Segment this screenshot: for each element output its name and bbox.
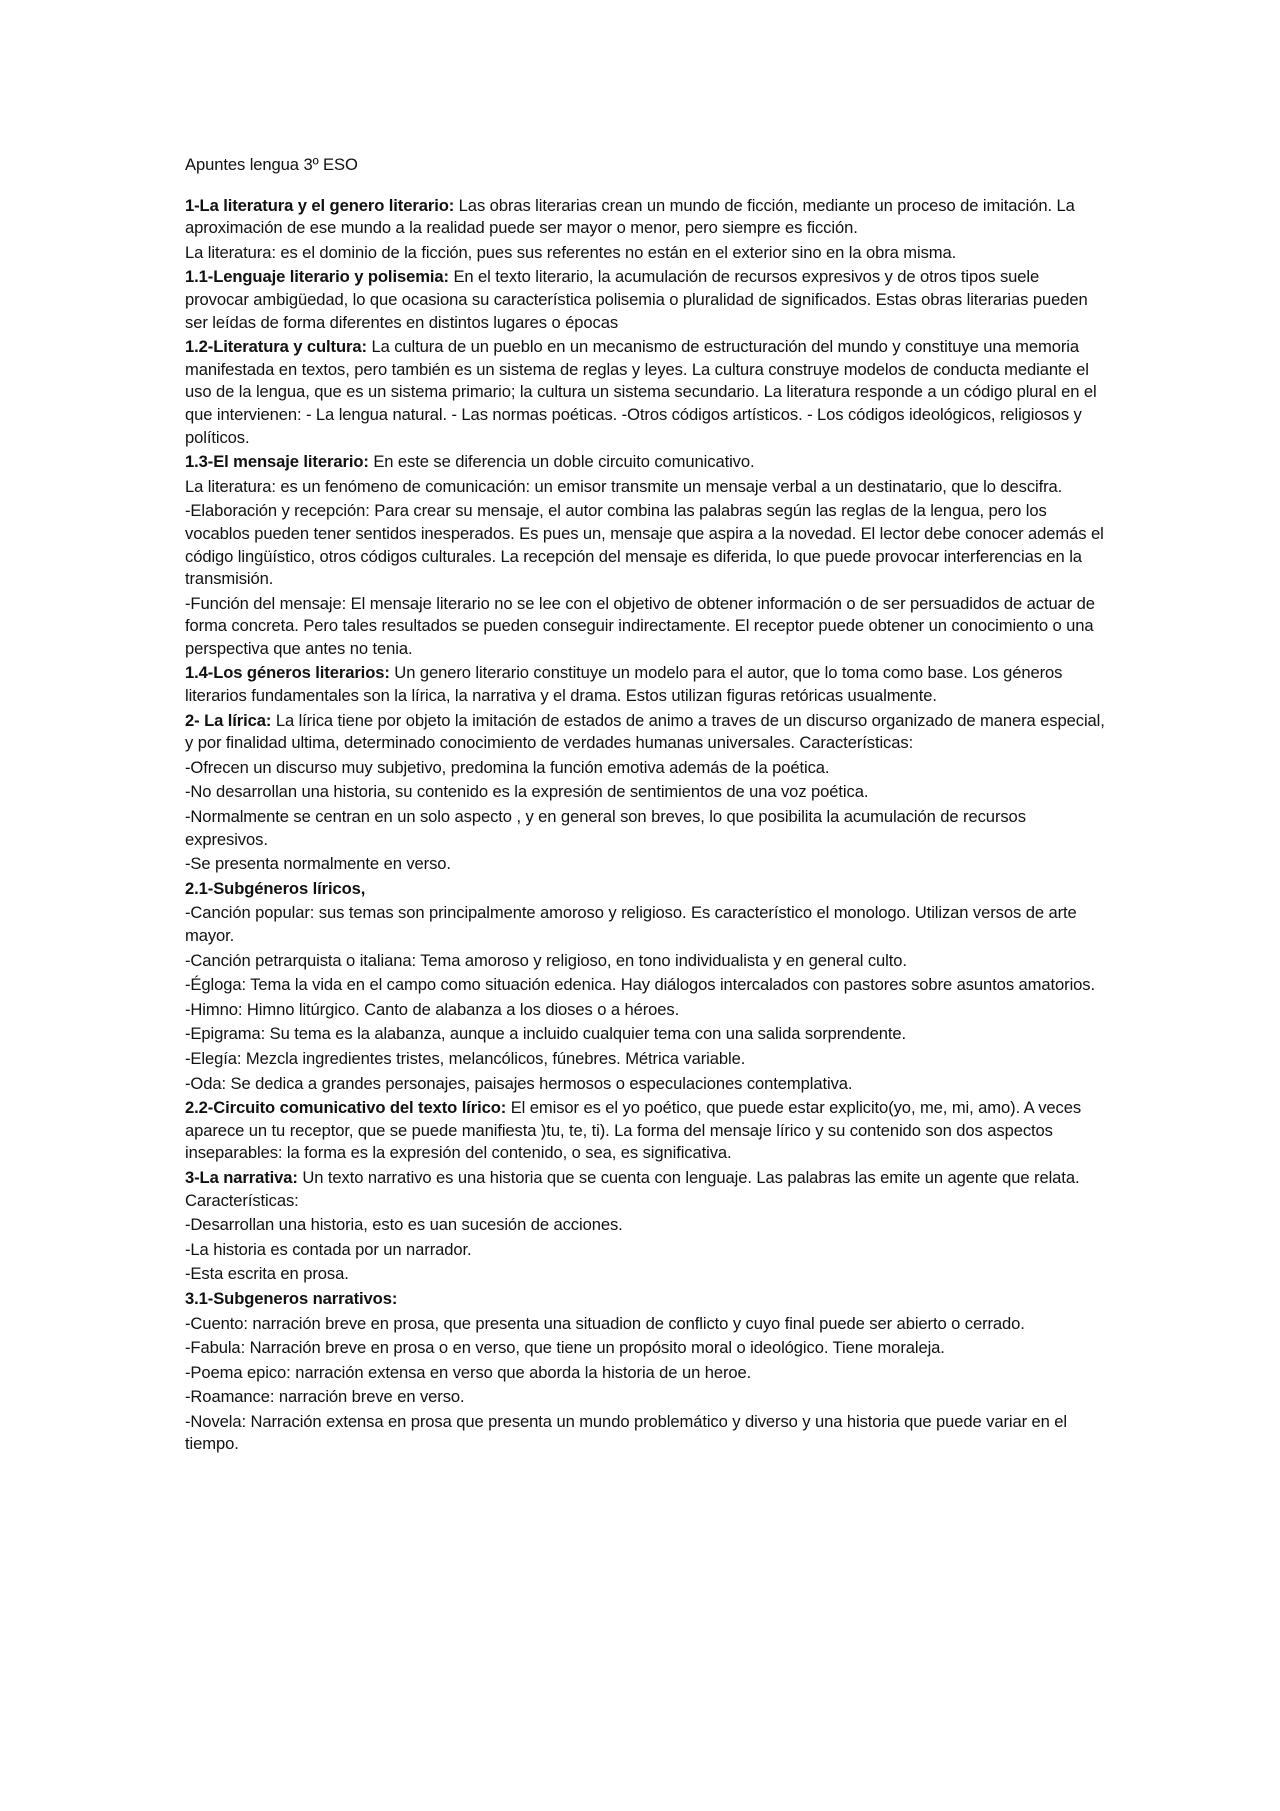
paragraph-text: La lírica tiene por objeto la imitación de estados de animo a traves de un discurso organizado de manera especial, y por finalidad ultima, determinado conocimiento de verdades humanas universales. Características: bbox=[185, 710, 1105, 753]
paragraph bbox=[185, 1362, 1105, 1385]
paragraph-text: -Novela: Narración extensa en prosa que presenta un mundo problemático y diverso y una historia que puede variar en el tiempo. bbox=[185, 1411, 1068, 1454]
paragraph bbox=[185, 593, 1105, 661]
paragraph-text: El emisor es el yo poético, que puede estar explicito(yo, me, mi, amo). A veces aparece un tu receptor, que se puede manifiesta )tu, te, ti). La forma del mensaje lírico y su contenido son dos aspectos inseparables: la forma es la expresión del contenido, o sea, es significativa. bbox=[185, 1098, 1082, 1163]
paragraph bbox=[185, 853, 1105, 876]
paragraph-text: -Elegía: Mezcla ingredientes tristes, melancólicos, fúnebres. Métrica variable. bbox=[185, 1048, 746, 1068]
paragraph-heading: 1.4-Los géneros literarios: bbox=[185, 663, 390, 683]
paragraph-heading: 2- La lírica: bbox=[185, 710, 272, 730]
paragraph-text: En el texto literario, la acumulación de recursos expresivos y de otros tipos suele provocar ambigüedad, lo que ocasiona su característica polisemia o pluralidad de significados. Estas obras literarias pueden ser leídas de forma diferentes en distintos lugares o épocas bbox=[185, 267, 1088, 332]
paragraph bbox=[185, 195, 1105, 240]
paragraph bbox=[185, 1386, 1105, 1409]
paragraph-text: -No desarrollan una historia, su contenido es la expresión de sentimientos de una voz poética. bbox=[185, 782, 869, 802]
paragraph bbox=[185, 902, 1105, 947]
paragraph bbox=[185, 1048, 1105, 1071]
paragraph-heading: 1.2-Literatura y cultura: bbox=[185, 337, 367, 357]
paragraph bbox=[185, 662, 1105, 707]
paragraph bbox=[185, 1023, 1105, 1046]
paragraph-text: La literatura: es un fenómeno de comunicación: un emisor transmite un mensaje verbal a un destinatario, que lo descifra. bbox=[185, 476, 1063, 496]
document-title: Apuntes lengua 3º ESO bbox=[185, 155, 358, 174]
paragraph bbox=[185, 500, 1105, 590]
paragraph bbox=[185, 974, 1105, 997]
paragraph-text: -Elaboración y recepción: Para crear su mensaje, el autor combina las palabras según las reglas de la lengua, pero los vocablos pueden tener sentidos inesperados. Es pues un, mensaje que aspira a la novedad. El lector debe conocer además el código lingüístico, otros códigos culturales. La recepción del mensaje es diferida, lo que puede provocar interferencias en la transmisión. bbox=[185, 501, 1104, 589]
document-page bbox=[185, 154, 1105, 1458]
paragraph-text: -Himno: Himno litúrgico. Canto de alabanza a los dioses o a héroes. bbox=[185, 999, 680, 1019]
paragraph bbox=[185, 1167, 1105, 1212]
paragraph bbox=[185, 336, 1105, 449]
paragraph-text: -La historia es contada por un narrador. bbox=[185, 1239, 472, 1259]
paragraph-heading: 1-La literatura y el genero literario: bbox=[185, 195, 455, 215]
paragraph-heading: 3-La narrativa: bbox=[185, 1167, 298, 1187]
paragraph-text: Las obras literarias crean un mundo de ficción, mediante un proceso de imitación. La aproximación de ese mundo a la realidad puede ser mayor o menor, pero siempre es ficción. bbox=[185, 195, 1075, 238]
paragraph bbox=[185, 1288, 1105, 1311]
paragraph-text: -Desarrollan una historia, esto es uan sucesión de acciones. bbox=[185, 1215, 623, 1235]
paragraph-heading: 2.1-Subgéneros líricos, bbox=[185, 878, 366, 898]
paragraph-text: -Canción popular: sus temas son principalmente amoroso y religioso. Es característico el monologo. Utilizan versos de arte mayor. bbox=[185, 903, 1077, 945]
paragraph-heading: 1.3-El mensaje literario: bbox=[185, 452, 369, 472]
paragraph bbox=[185, 242, 1105, 265]
paragraph-text: -Égloga: Tema la vida en el campo como situación edenica. Hay diálogos intercalados con pastores sobre asuntos amatorios. bbox=[185, 975, 1095, 995]
paragraph bbox=[185, 999, 1105, 1022]
document-body bbox=[185, 195, 1105, 1456]
paragraph bbox=[185, 451, 1105, 474]
paragraph-text: -Función del mensaje: El mensaje literario no se lee con el objetivo de obtener información o de ser persuadidos de actuar de forma concreta. Pero tales resultados se pueden conseguir indirectamente. El receptor puede obtener un conocimiento o una perspectiva que antes no tenia. bbox=[185, 593, 1095, 658]
paragraph-text: La cultura de un pueblo en un mecanismo de estructuración del mundo y constituye una memoria manifestada en textos, pero también es un sistema de reglas y leyes. La cultura construye modelos de conducta mediante el uso de la lengua, que es un sistema primario; la cultura un sistema secundario. La literatura responde a un código plural en el que intervienen: - La lengua natural. - Las normas poéticas. -Otros códigos artísticos. - Los códigos ideológicos, religiosos y políticos. bbox=[185, 337, 1097, 447]
paragraph-text: -Poema epico: narración extensa en verso que aborda la historia de un heroe. bbox=[185, 1362, 752, 1382]
paragraph-heading: 1.1-Lenguaje literario y polisemia: bbox=[185, 267, 449, 287]
paragraph bbox=[185, 1263, 1105, 1286]
paragraph bbox=[185, 781, 1105, 804]
paragraph bbox=[185, 476, 1105, 499]
paragraph-text: -Esta escrita en prosa. bbox=[185, 1264, 349, 1284]
paragraph bbox=[185, 1313, 1105, 1336]
paragraph-text: Un genero literario constituye un modelo para el autor, que lo toma como base. Los géneros literarios fundamentales son la lírica, la narrativa y el drama. Estos utilizan figuras retóricas usualmente. bbox=[185, 663, 1063, 706]
paragraph bbox=[185, 806, 1105, 851]
paragraph-text: -Fabula: Narración breve en prosa o en verso, que tiene un propósito moral o ideológico. Tiene moraleja. bbox=[185, 1338, 945, 1358]
paragraph-heading: 2.2-Circuito comunicativo del texto lírico: bbox=[185, 1098, 507, 1118]
paragraph-text: -Epigrama: Su tema es la alabanza, aunque a incluido cualquier tema con una salida sorprendente. bbox=[185, 1024, 906, 1044]
paragraph-text: -Ofrecen un discurso muy subjetivo, predomina la función emotiva además de la poética. bbox=[185, 757, 830, 777]
paragraph bbox=[185, 710, 1105, 755]
paragraph bbox=[185, 1214, 1105, 1237]
paragraph bbox=[185, 950, 1105, 973]
paragraph-text: -Oda: Se dedica a grandes personajes, paisajes hermosos o especulaciones contemplativa. bbox=[185, 1073, 853, 1093]
paragraph-text: -Normalmente se centran en un solo aspecto , y en general son breves, lo que posibilita la acumulación de recursos expresivos. bbox=[185, 807, 1026, 849]
paragraph-text: La literatura: es el dominio de la ficción, pues sus referentes no están en el exterior sino en la obra misma. bbox=[185, 242, 957, 262]
paragraph bbox=[185, 878, 1105, 901]
paragraph-text: Un texto narrativo es una historia que se cuenta con lenguaje. Las palabras las emite un agente que relata. Características: bbox=[185, 1167, 1080, 1210]
paragraph-text: -Cuento: narración breve en prosa, que presenta una situadion de conflicto y cuyo final puede ser abierto o cerrado. bbox=[185, 1313, 1025, 1333]
paragraph bbox=[185, 1073, 1105, 1096]
paragraph-text: En este se diferencia un doble circuito comunicativo. bbox=[368, 452, 755, 472]
paragraph bbox=[185, 266, 1105, 334]
paragraph bbox=[185, 1097, 1105, 1165]
paragraph bbox=[185, 1337, 1105, 1360]
paragraph-text: -Se presenta normalmente en verso. bbox=[185, 854, 451, 874]
paragraph bbox=[185, 1239, 1105, 1262]
paragraph-heading: 3.1-Subgeneros narrativos: bbox=[185, 1288, 398, 1308]
paragraph bbox=[185, 1411, 1105, 1456]
paragraph-text: -Canción petrarquista o italiana: Tema amoroso y religioso, en tono individualista y en general culto. bbox=[185, 950, 907, 970]
paragraph bbox=[185, 757, 1105, 780]
paragraph-text: -Roamance: narración breve en verso. bbox=[185, 1387, 465, 1407]
